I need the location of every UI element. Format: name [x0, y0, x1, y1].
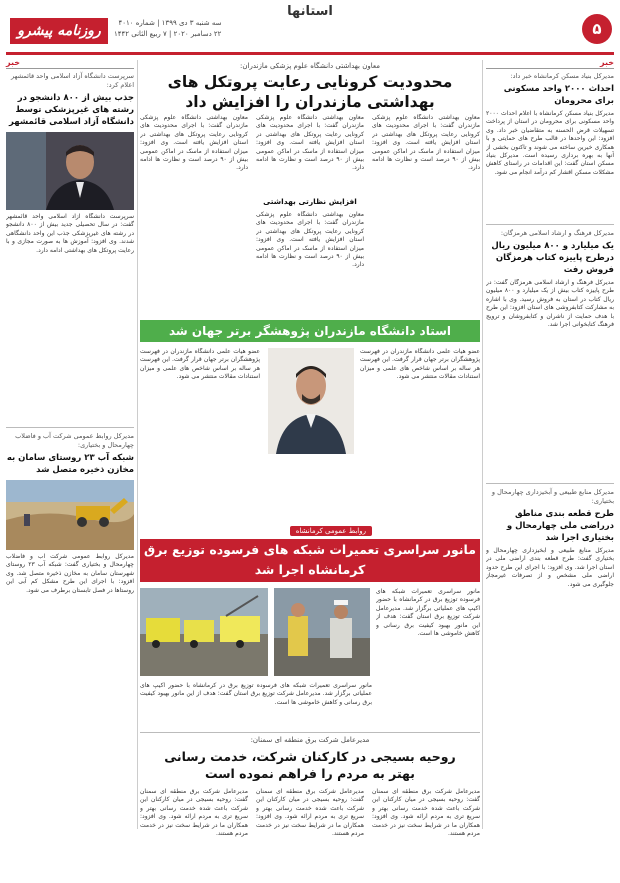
divider — [6, 427, 134, 428]
red-banner-headline: مانور سراسری تعمیرات شبکه های فرسوده توزیع برق کرمانشاه اجرا شد — [140, 539, 480, 582]
main-story-col-2 — [256, 114, 364, 304]
section-title: استانها — [287, 4, 333, 19]
right-story1-kicker: مدیرکل بنیاد مسکن کرمانشاه خبر داد: — [510, 72, 614, 80]
right-story2-kicker: مدیرکل فرهنگ و ارشاد اسلامی هرمزگان: — [500, 229, 614, 237]
right-story3-kicker: مدیرکل منابع طبیعی و آبخیزداری چهارمحال و بختیاری: — [491, 488, 614, 505]
professor-photo — [268, 348, 354, 454]
main-story-kicker: معاون بهداشتی دانشگاه علوم پزشکی مازندران: — [240, 62, 380, 70]
workers-image — [274, 588, 370, 676]
page-number: ۵ — [582, 14, 612, 44]
bottom-story-headline: روحیه بسیجی در کارکنان شرکت، خدمت رسانی بهتر به مردم را فراهم نموده است — [164, 749, 456, 781]
green-story-body-cont: عضو هیات علمی دانشگاه مازندران در فهرست پژوهشگران برتر جهان قرار گرفت. این فهرست هر ساله بر اساس شاخص های علمی و میزان استنادات مقالات منتشر می شود. — [140, 348, 260, 381]
divider — [486, 483, 614, 484]
right-story3-body: مدیرکل منابع طبیعی و آبخیزداری چهارمحال و بختیاری گفت: طرح قطعه بندی اراضی ملی در استان اجرا شد. وی افزود: با اجرای این طرح حدود اراضی ملی مشخص و از تصرفات غیرمجاز جلوگیری می شود. — [486, 547, 614, 588]
left-story2-headline: شبکه آب ۲۳ روستای سامان به مخازن ذخیره متصل شد — [6, 453, 134, 475]
green-story-body: عضو هیات علمی دانشگاه مازندران در فهرست پژوهشگران برتر جهان قرار گرفت. این فهرست هر ساله بر اساس شاخص های علمی و میزان استنادات مقالات منتشر می شود. — [360, 348, 480, 381]
green-story-text — [360, 348, 480, 518]
bottom-story-col-2 — [256, 788, 364, 883]
right-news-tag: خبر — [599, 58, 614, 67]
left-story2-kicker: مدیرکل روابط عمومی شرکت آب و فاضلاب چهارمحال و بختیاری: — [15, 432, 134, 449]
bottom-story-body-cont-2: مدیرعامل شرکت برق منطقه ای سمنان گفت: روحیه بسیجی در میان کارکنان این شرکت باعث شده خدمت رسانی بهتر و سریع تری به مردم ارائه شود. وی افزود: همکاران ما در شرایط سخت نیز در خدمت مردم هستند. — [140, 788, 248, 838]
bottom-story-col-1 — [372, 788, 480, 883]
source-pill: روابط عمومی کرمانشاه — [290, 526, 372, 536]
bottom-story-body-cont: مدیرعامل شرکت برق منطقه ای سمنان گفت: روحیه بسیجی در میان کارکنان این شرکت باعث شده خدمت رسانی بهتر و سریع تری به مردم ارائه شود. وی افزود: همکاران ما در شرایط سخت نیز در خدمت مردم هستند. — [256, 788, 364, 838]
column-divider — [482, 60, 483, 829]
newspaper-logo: روزنامه پیشرو — [10, 18, 108, 44]
red-story-text-2 — [140, 682, 372, 728]
right-story2-headline: یک میلیارد و ۸۰۰ میلیون ریال درطرح پاییزه کتاب هرمزگان فروش رفت — [491, 241, 614, 275]
header-rule — [6, 52, 614, 55]
date-line-1: سه شنبه ۳ دی ۱۳۹۹ | شماره ۴۰۱۰ — [118, 19, 222, 27]
center-content — [140, 58, 480, 838]
professor-portrait-image — [268, 348, 354, 454]
bottom-story-col-3 — [140, 788, 248, 883]
portrait-photo — [6, 132, 134, 210]
left-story1-kicker: سرپرست دانشگاه آزاد اسلامی واحد قائمشهر اعلام کرد: — [11, 72, 134, 89]
right-column — [486, 58, 614, 831]
right-story1-headline: احداث ۲۰۰۰ واحد مسکونی برای محرومان — [503, 84, 614, 106]
main-story-body: معاون بهداشتی دانشگاه علوم پزشکی مازندران گفت: با اجرای محدودیت های کرونایی رعایت پروتکل های بهداشتی در استان افزایش یافته است. وی افزود: میزان استفاده از ماسک در اماکن عمومی بیش از ۹۰ درصد است و نظارت ها ادامه دارد. — [372, 114, 480, 172]
man-portrait-image — [6, 132, 134, 210]
left-story1-headline: جذب بیش از ۸۰۰ دانشجو در رشته های غیرپزشکی توسط دانشگاه آزاد اسلامی قائمشهر — [8, 93, 134, 127]
green-banner-headline: استاد دانشگاه مازندران پژوهشگر برتر جهان شد — [140, 320, 480, 342]
issue-dates — [114, 18, 221, 40]
date-line-2: ۲۲ دسامبر ۲۰۲۰ | ۷ ربیع الثانی ۱۴۴۲ — [114, 30, 222, 38]
bottom-story-kicker: مدیرعامل شرکت برق منطقه ای سمنان: — [250, 736, 370, 744]
right-story2-body: مدیرکل فرهنگ و ارشاد اسلامی هرمزگان گفت: در طرح پاییزه کتاب بیش از یک میلیارد و ۸۰۰ میلیون ریال کتاب در استان به فروش رسید. وی با اشاره به مشارکت کتابفروشی های استان افزود: این طرح با هدف حمایت از ناشران و کتابفروشان و ترویج فرهنگ کتابخوانی اجرا شد. — [486, 279, 614, 329]
main-story-col-3 — [140, 114, 248, 304]
main-story-body-cont-3: معاون بهداشتی دانشگاه علوم پزشکی مازندران گفت: با اجرای محدودیت های کرونایی رعایت پروتکل های بهداشتی در استان افزایش یافته است. وی افزود: میزان استفاده از ماسک در اماکن عمومی بیش از ۹۰ درصد است و نظارت ها ادامه دارد. — [140, 114, 248, 172]
red-story-text — [376, 588, 480, 728]
main-story-body-cont: معاون بهداشتی دانشگاه علوم پزشکی مازندران گفت: با اجرای محدودیت های کرونایی رعایت پروتکل های بهداشتی در استان افزایش یافته است. وی افزود: میزان استفاده از ماسک در اماکن عمومی بیش از ۹۰ درصد است و نظارت ها ادامه دارد. — [256, 114, 364, 172]
divider — [486, 224, 614, 225]
divider — [140, 732, 480, 733]
main-story-headline: محدودیت کرونایی رعایت پروتکل های بهداشتی مازندران را افزایش داد — [167, 73, 453, 111]
left-story1-body: سرپرست دانشگاه آزاد اسلامی واحد قائمشهر گفت: در سال تحصیلی جدید بیش از ۸۰۰ دانشجو در رشته های غیرپزشکی جذب این واحد دانشگاهی شدند. وی افزود: آموزش ها به صورت مجازی و با رعایت پروتکل های بهداشتی ادامه دارد. — [6, 213, 134, 254]
main-story-col-1 — [372, 114, 480, 304]
main-story-subhead: افزایش نظارتی بهداشتی — [263, 197, 357, 206]
main-story-body-cont-2: معاون بهداشتی دانشگاه علوم پزشکی مازندران گفت: با اجرای محدودیت های کرونایی رعایت پروتکل های بهداشتی در استان افزایش یافته است. وی افزود: میزان استفاده از ماسک در اماکن عمومی بیش از ۹۰ درصد است و نظارت ها ادامه دارد. — [256, 211, 364, 269]
utility-trucks-image — [140, 588, 268, 676]
construction-photo — [6, 480, 134, 550]
right-story3-headline: طرح قطعه بندی مناطق درراضی ملی چهارمحال و بختیاری اجرا شد — [506, 509, 614, 543]
left-news-bar — [6, 58, 134, 69]
left-story2-body: مدیرکل روابط عمومی شرکت آب و فاضلاب چهارمحال و بختیاری گفت: شبکه آب ۲۳ روستای شهرستان سامان به مخازن ذخیره متصل شد. وی افزود: با اجرای این طرح مشکل کم آبی این روستاها در فصل تابستان برطرف می شود. — [6, 553, 134, 594]
left-news-tag: خبر — [6, 58, 21, 67]
red-story-body: مانور سراسری تعمیرات شبکه های فرسوده توزیع برق در کرمانشاه با حضور اکیپ های عملیاتی برگزار شد. مدیرعامل شرکت توزیع برق استان گفت: هدف از این مانور بهبود کیفیت برق رسانی و کاهش خاموشی ها است. — [376, 588, 480, 638]
excavation-site-image — [6, 480, 134, 550]
right-news-bar — [486, 58, 614, 69]
workers-photo — [274, 588, 370, 676]
red-story-body-cont: مانور سراسری تعمیرات شبکه های فرسوده توزیع برق در کرمانشاه با حضور اکیپ های عملیاتی برگزار شد. مدیرعامل شرکت توزیع برق استان گفت: هدف از این مانور بهبود کیفیت برق رسانی و کاهش خاموشی ها است. — [140, 682, 372, 706]
right-story1-body: مدیرکل بنیاد مسکن کرمانشاه با اعلام احداث ۲۰۰۰ واحد مسکونی برای محرومان در استان از پرداخت تسهیلات قرض الحسنه به متقاضیان خبر داد. وی افزود: این واحدها در قالب طرح های حمایتی و با همکاری خیرین ساخته می شوند و تاکنون بخشی از آنها به بهره برداری رسیده است. مدیرکل بنیاد مسکن استان گفت: این اقدامات در راستای کاهش مشکلات مسکن اقشار کم درآمد انجام می شود. — [486, 110, 614, 176]
column-divider — [137, 60, 138, 829]
trucks-photo — [140, 588, 268, 676]
bottom-story-body: مدیرعامل شرکت برق منطقه ای سمنان گفت: روحیه بسیجی در میان کارکنان این شرکت باعث شده خدمت رسانی بهتر و سریع تری به مردم ارائه شود. وی افزود: همکاران ما در شرایط سخت نیز در خدمت مردم هستند. — [372, 788, 480, 838]
left-column — [6, 58, 134, 831]
page-header — [0, 0, 620, 58]
green-story-text-2 — [140, 348, 260, 518]
